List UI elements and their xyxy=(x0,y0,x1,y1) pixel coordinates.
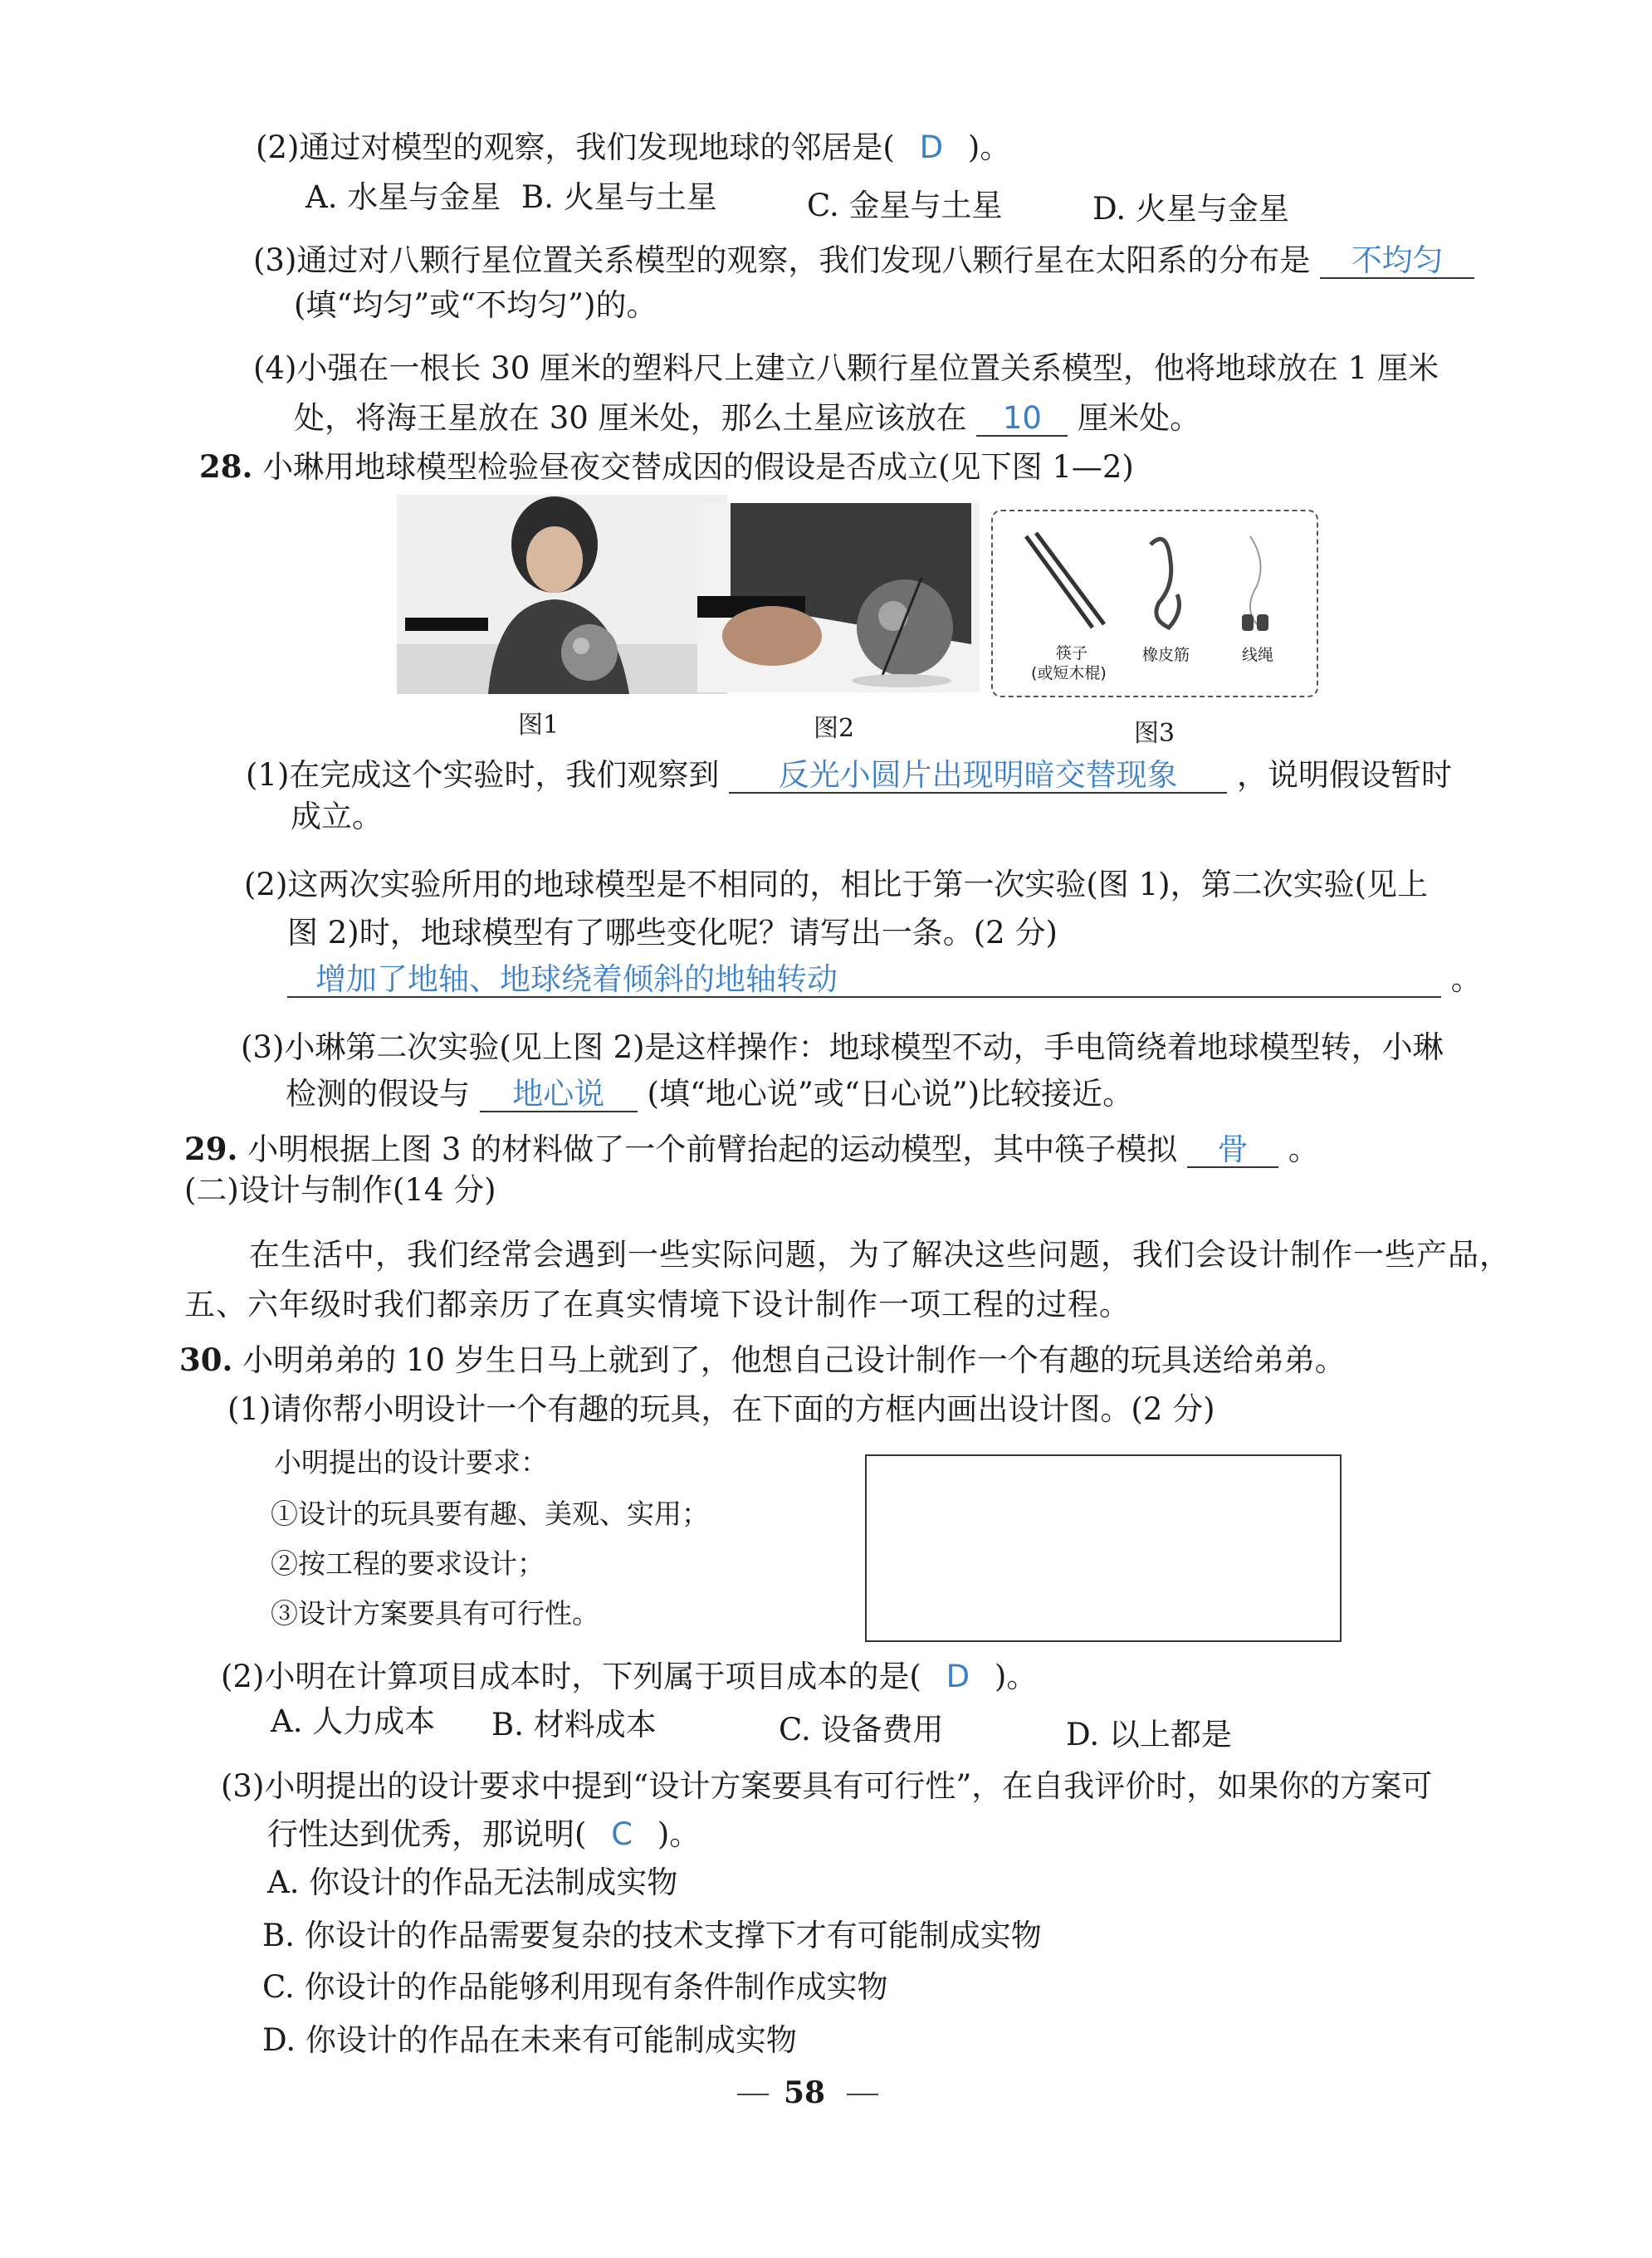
q27-p2-line xyxy=(256,130,1010,166)
q27-p2-option-b: B. 火星与土星 xyxy=(521,179,717,215)
q28-p2-line1: (2)这两次实验所用的地球模型是不相同的，相比于第一次实验(图 1)，第二次实验(见上 xyxy=(244,867,1429,902)
q29-text: 小明根据上图 3 的材料做了一个前臂抬起的运动模型，其中筷子模拟 xyxy=(247,1131,1178,1167)
q29-text-end: 。 xyxy=(1288,1131,1319,1167)
figure-3-box xyxy=(991,510,1318,697)
q28-p1-text: (1)在完成这个实验时，我们观察到 xyxy=(246,757,720,793)
q30-p2-text-end: )。 xyxy=(994,1659,1038,1694)
q30-p3-option-d: D. 你设计的作品在未来有可能制成实物 xyxy=(262,2022,797,2058)
q27-p2-option-c: C. 金星与土星 xyxy=(807,188,1003,223)
q28-p2-answer: 增加了地轴、地球绕着倾斜的地轴转动 xyxy=(287,963,1441,998)
figure-3-caption: 图3 xyxy=(1134,719,1175,748)
q30-p3-option-a: A. 你设计的作品无法制成实物 xyxy=(267,1865,678,1900)
q30-p3-option-b: B. 你设计的作品需要复杂的技术支撑下才有可能制成实物 xyxy=(262,1918,1042,1953)
section-2-intro-line1: 在生活中，我们经常会遇到一些实际问题，为了解决这些问题，我们会设计制作一些产品， xyxy=(249,1237,1511,1273)
q30-p2-option-d: D. 以上都是 xyxy=(1066,1717,1232,1752)
q28-p1-line1 xyxy=(246,757,1452,794)
q28-stem xyxy=(199,448,1134,486)
q27-p3-line2: (填“均匀”或“不均匀”)的。 xyxy=(294,287,657,323)
q30-design-drawing-box[interactable] xyxy=(865,1454,1342,1642)
q29-number: 29. xyxy=(184,1131,238,1167)
figure-2-photo xyxy=(697,503,980,692)
q27-p2-text-end: )。 xyxy=(967,130,1011,165)
q30-number: 30. xyxy=(179,1342,233,1378)
q28-p2-answer-line xyxy=(287,961,1482,998)
q28-p3-text-end: (填“地心说”或“日心说”)比较接近。 xyxy=(647,1076,1134,1112)
q28-p2-line2: 图 2)时，地球模型有了哪些变化呢？请写出一条。(2 分) xyxy=(287,915,1058,951)
figure-1-photo xyxy=(397,495,727,694)
q27-p3-text: (3)通过对八颗行星位置关系模型的观察，我们发现八颗行星在太阳系的分布是 xyxy=(253,242,1311,278)
q27-p4-line1: (4)小强在一根长 30 厘米的塑料尺上建立八颗行星位置关系模型，他将地球放在 1 厘米 xyxy=(253,350,1439,386)
q27-p4-text: 处，将海王星放在 30 厘米处，那么土星应该放在 xyxy=(294,400,967,436)
q28-number: 28. xyxy=(199,448,253,485)
fig3-chopsticks-label: 筷子 xyxy=(1056,644,1088,662)
q27-p4-line2 xyxy=(294,400,1200,437)
page-number-dash-right xyxy=(847,2094,878,2095)
q30-stem-text: 小明弟弟的 10 岁生日马上就到了，他想自己设计制作一个有趣的玩具送给弟弟。 xyxy=(242,1342,1346,1378)
figure-2-caption: 图2 xyxy=(814,714,855,743)
q28-p1-line2: 成立。 xyxy=(291,799,383,834)
q30-p2-option-c: C. 设备费用 xyxy=(779,1712,944,1747)
q29-line xyxy=(184,1131,1319,1168)
figure-1-illustration xyxy=(397,495,727,694)
fig3-string-label: 线绳 xyxy=(1242,646,1274,664)
fig3-chopsticks-note: (或短木棍) xyxy=(1031,664,1107,682)
q30-requirement-3: ③设计方案要具有可行性。 xyxy=(271,1597,599,1630)
q30-p2-option-b: B. 材料成本 xyxy=(491,1707,657,1742)
q28-stem-text: 小琳用地球模型检验昼夜交替成因的假设是否成立(见下图 1—2) xyxy=(262,449,1134,485)
q28-p3-line1: (3)小琳第二次实验(见上图 2)是这样操作：地球模型不动，手电筒绕着地球模型转，小琳 xyxy=(241,1029,1444,1065)
section-2-intro-line2: 五、六年级时我们都亲历了在真实情境下设计制作一项工程的过程。 xyxy=(184,1287,1131,1322)
q27-p4-text-end: 厘米处。 xyxy=(1078,400,1201,436)
figure-1-caption: 图1 xyxy=(518,711,560,740)
figure-2-illustration xyxy=(697,503,980,692)
q30-p3-answer: C xyxy=(611,1816,633,1852)
q28-p2-end: 。 xyxy=(1450,961,1482,997)
fig3-rubber-band-label: 橡皮筋 xyxy=(1142,646,1190,664)
q30-p3-line1: (3)小明提出的设计要求中提到“设计方案要具有可行性”，在自我评价时，如果你的方案可 xyxy=(221,1768,1433,1804)
page-number-dash-left xyxy=(737,2094,769,2095)
q27-p3-answer: 不均匀 xyxy=(1320,244,1474,279)
q30-requirements-title: 小明提出的设计要求： xyxy=(274,1446,548,1478)
q28-p1-answer: 反光小圆片出现明暗交替现象 xyxy=(729,759,1227,794)
q30-p2-text: (2)小明在计算项目成本时，下列属于项目成本的是( xyxy=(221,1659,921,1694)
section-2-title: (二)设计与制作(14 分) xyxy=(184,1172,496,1208)
q27-p2-option-a: A. 水星与金星 xyxy=(305,179,501,215)
q27-p4-answer: 10 xyxy=(976,402,1068,437)
q30-p3-text-end: )。 xyxy=(657,1816,701,1852)
q28-p3-text: 检测的假设与 xyxy=(286,1076,470,1112)
q29-answer: 骨 xyxy=(1187,1133,1278,1168)
q28-p3-answer: 地心说 xyxy=(480,1078,638,1112)
q27-p2-option-d: D. 火星与金星 xyxy=(1092,191,1289,227)
q30-p2-answer: D xyxy=(946,1659,970,1694)
q30-p3-line2 xyxy=(267,1816,700,1853)
q30-requirement-1: ①设计的玩具要有趣、美观、实用； xyxy=(271,1498,709,1530)
q27-p3-line1 xyxy=(253,242,1474,279)
q30-p2-line xyxy=(221,1659,1037,1695)
q28-p3-line2 xyxy=(286,1076,1133,1112)
q27-p2-answer: D xyxy=(919,130,944,165)
q30-p2-option-a: A. 人力成本 xyxy=(271,1703,436,1739)
q28-p1-text-end: ，说明假设暂时 xyxy=(1236,757,1452,793)
q30-p3-text: 行性达到优秀，那说明( xyxy=(267,1816,587,1852)
q27-p2-text: (2)通过对模型的观察，我们发现地球的邻居是( xyxy=(256,130,895,165)
q30-requirement-2: ②按工程的要求设计； xyxy=(271,1547,545,1580)
q30-stem xyxy=(179,1342,1346,1379)
q30-p1-line: (1)请你帮小明设计一个有趣的玩具，在下面的方框内画出设计图。(2 分) xyxy=(227,1391,1215,1427)
q30-p3-option-c: C. 你设计的作品能够利用现有条件制作成实物 xyxy=(262,1969,888,2005)
page-number: 58 xyxy=(784,2075,826,2110)
